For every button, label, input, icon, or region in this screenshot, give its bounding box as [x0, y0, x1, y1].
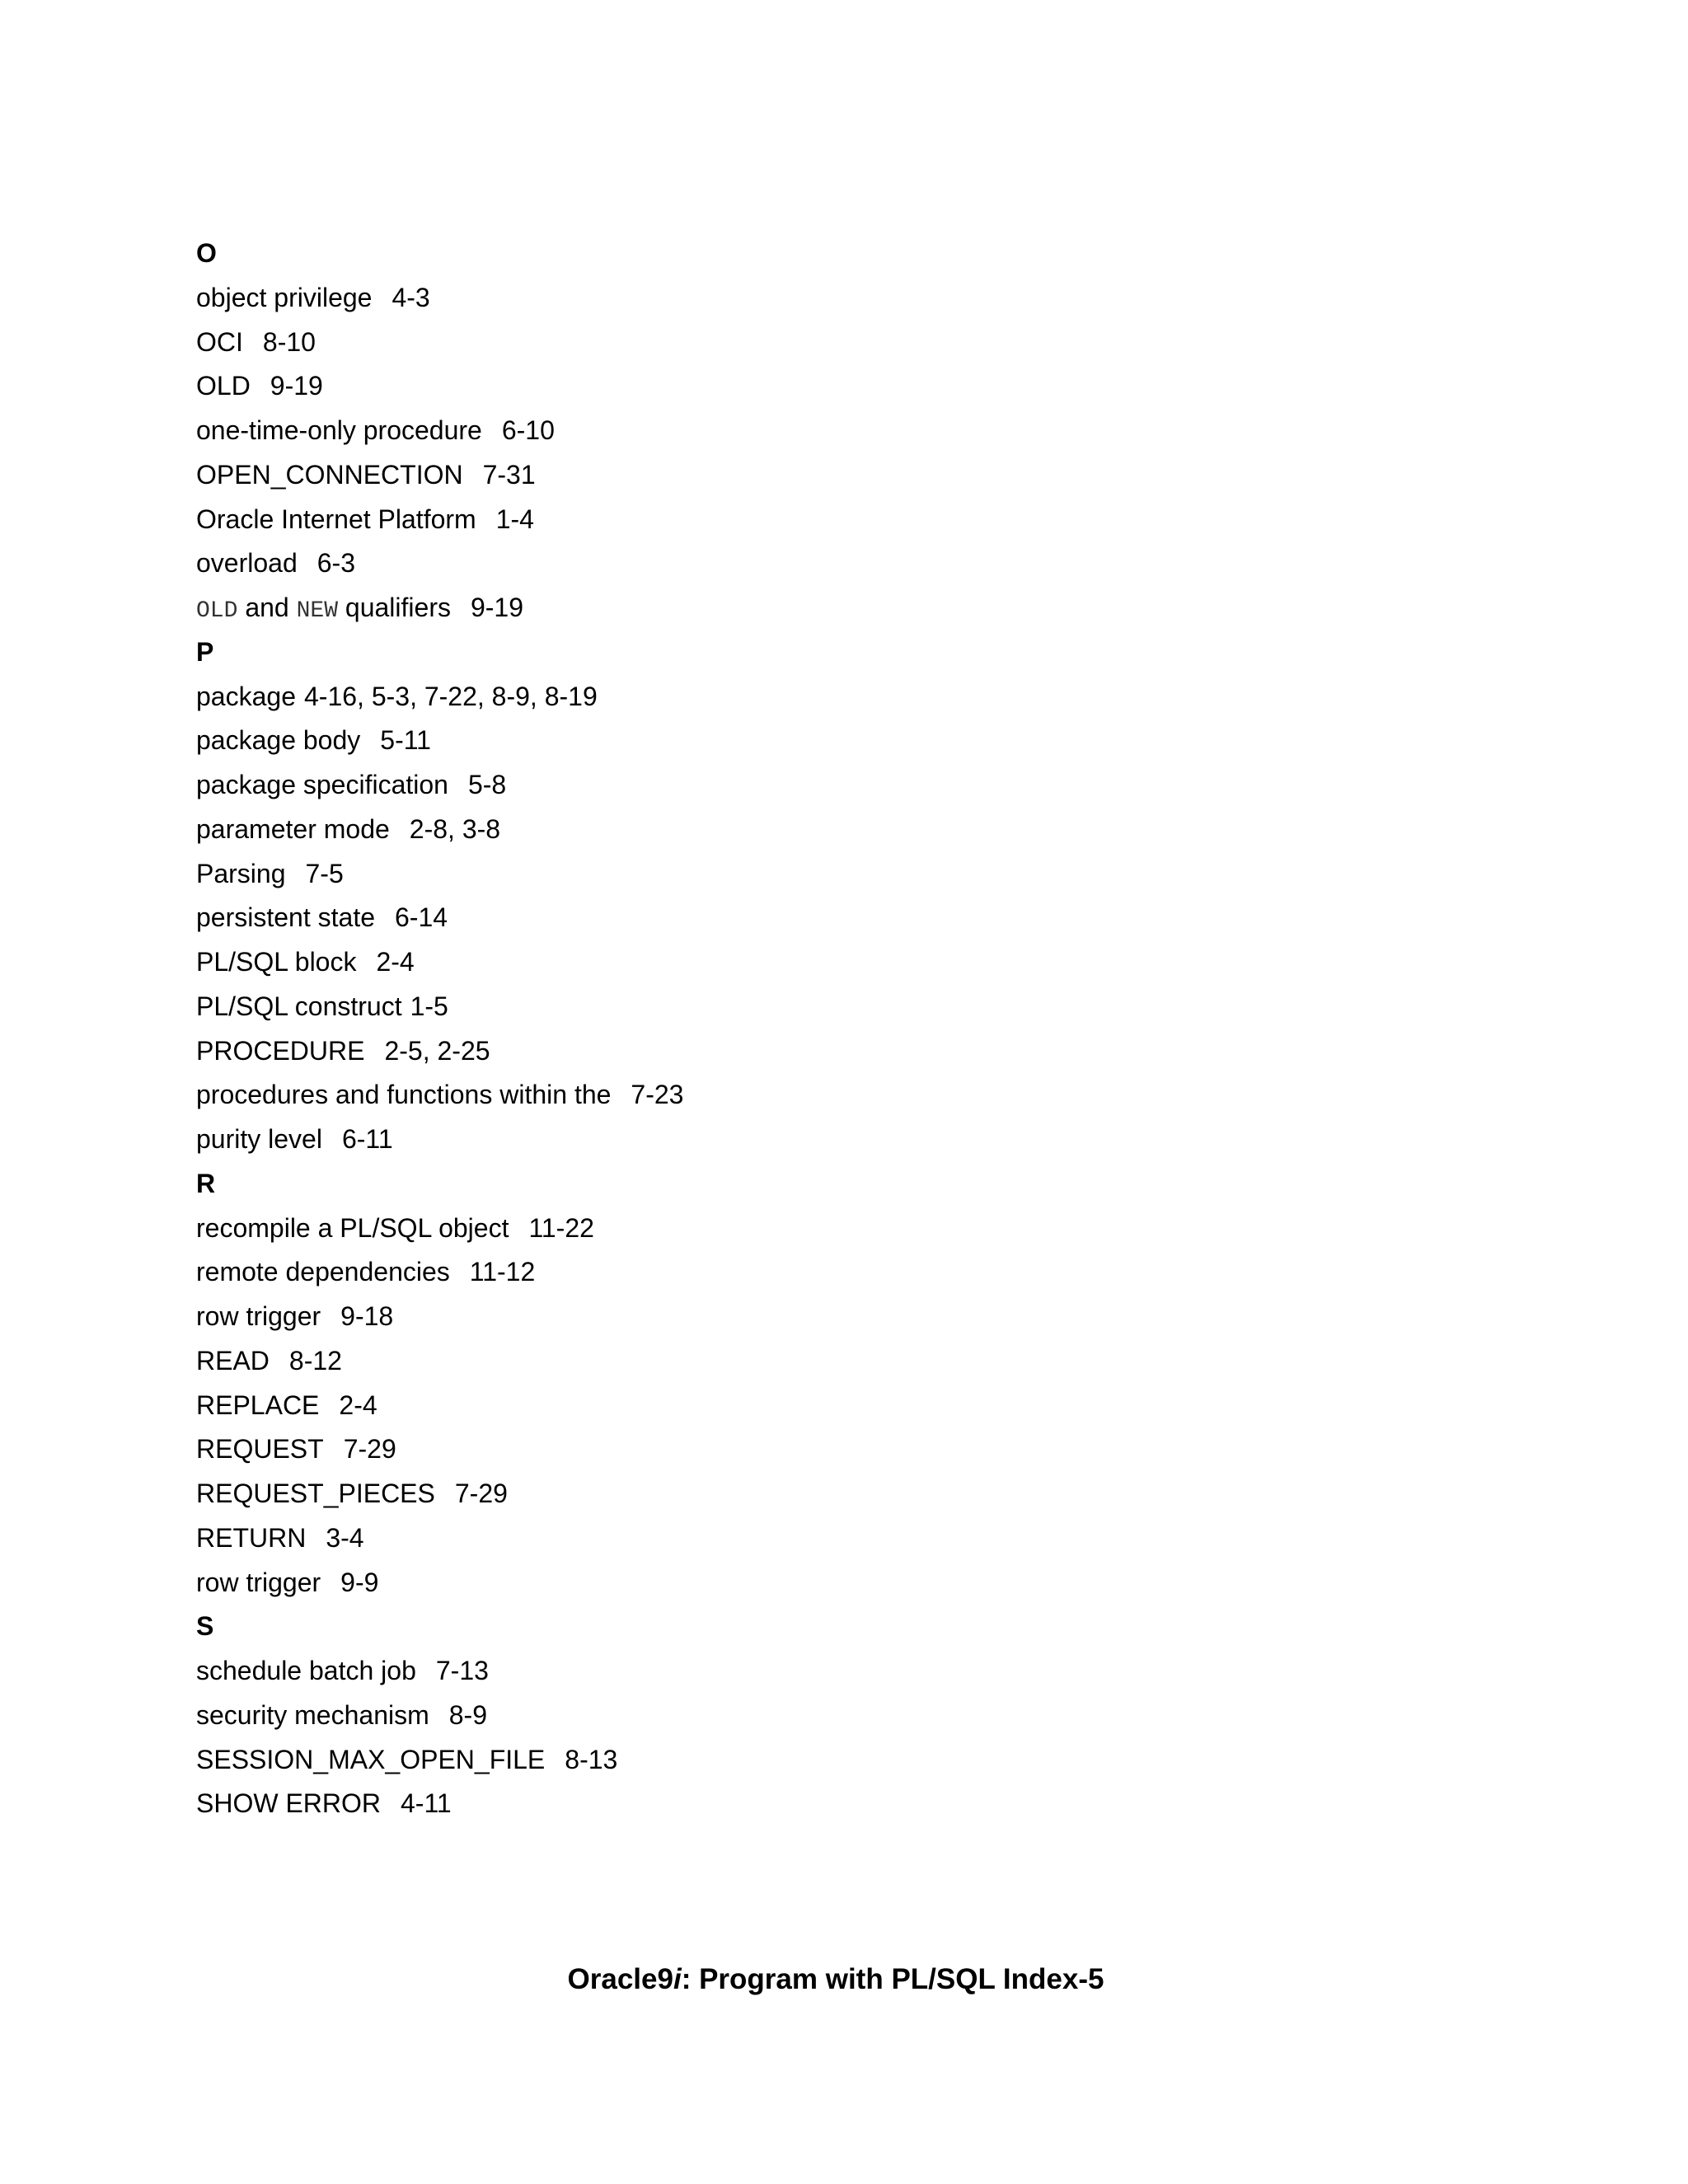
index-entry: [196, 498, 1515, 542]
entry-term-text: and: [237, 593, 297, 622]
entry-term: row trigger: [196, 1567, 321, 1597]
entry-term-code: NEW: [296, 598, 339, 624]
entry-page-ref: 3-4: [326, 1522, 364, 1553]
index-entry: [196, 1118, 1515, 1162]
entry-term: procedures and functions within the: [196, 1080, 612, 1110]
index-entry: [196, 808, 1515, 852]
entry-term: recompile a PL/SQL object: [196, 1212, 509, 1243]
index-entry: [196, 763, 1515, 808]
entry-term: schedule batch job: [196, 1656, 416, 1685]
entry-term-code: OLD: [196, 598, 238, 624]
entry-term-text: qualifiers: [338, 593, 451, 622]
footer-suffix: : Program with PL/SQL Index-5: [681, 1963, 1104, 1995]
index-entry: [196, 1561, 1515, 1605]
entry-page-ref: 8-13: [565, 1744, 618, 1774]
entry-term: one-time-only procedure: [196, 415, 482, 445]
entry-page-ref: 2-4: [339, 1390, 377, 1420]
entry-page-ref: 9-18: [340, 1301, 394, 1331]
entry-term: READ: [196, 1345, 270, 1376]
index-entry: [196, 675, 1515, 719]
entry-term: OCI: [196, 326, 243, 357]
section-letter: O: [196, 238, 217, 268]
entry-page-ref: 6-10: [501, 415, 555, 445]
page-footer: [0, 1963, 1672, 1996]
footer-prefix: Oracle9: [567, 1963, 673, 1995]
entry-page-ref: 9-19: [470, 593, 524, 622]
index-entry: [196, 1207, 1515, 1251]
entry-page-ref: 4-16, 5-3, 7-22, 8-9, 8-19: [303, 681, 598, 711]
entry-page-ref: 6-3: [316, 548, 355, 579]
entry-term: PL/SQL block: [196, 947, 357, 977]
entry-term: RETURN: [196, 1522, 307, 1553]
index-entry: [196, 940, 1515, 985]
entry-term: parameter mode: [196, 813, 390, 844]
entry-term: OPEN_CONNECTION: [196, 459, 463, 490]
entry-term: object privilege: [196, 282, 373, 312]
entry-term: SESSION_MAX_OPEN_FILE: [196, 1744, 546, 1774]
index-entry: [196, 1339, 1515, 1384]
entry-term: SHOW ERROR: [196, 1788, 381, 1819]
entry-page-ref: 7-29: [343, 1434, 396, 1465]
entry-page-ref: 7-29: [454, 1479, 508, 1508]
index-entry: [196, 1694, 1515, 1738]
entry-page-ref: 7-23: [631, 1080, 684, 1110]
index-entry: [196, 276, 1515, 321]
entry-page-ref: 5-11: [380, 725, 431, 756]
entry-term: package: [196, 681, 296, 711]
entry-page-ref: 8-9: [448, 1699, 487, 1730]
entry-term: Parsing: [196, 858, 286, 888]
entry-term: overload: [196, 548, 298, 579]
entry-term: PROCEDURE: [196, 1035, 365, 1066]
entry-term: REQUEST_PIECES: [196, 1479, 435, 1508]
index-entry: [196, 321, 1515, 365]
entry-term: remote dependencies: [196, 1257, 450, 1287]
section-letter: R: [196, 1168, 216, 1198]
section-letter: S: [196, 1611, 214, 1642]
entry-page-ref: 7-31: [482, 459, 536, 490]
index-entry: [196, 1295, 1515, 1339]
entry-page-ref: 9-9: [340, 1567, 379, 1597]
entry-term: persistent state: [196, 902, 375, 933]
entry-page-ref: 2-8, 3-8: [409, 813, 501, 844]
index-entry: [196, 1738, 1515, 1783]
section-letter: P: [196, 636, 214, 667]
entry-page-ref: 11-22: [528, 1212, 594, 1243]
index-entry: [196, 364, 1515, 409]
entry-page-ref: 6-11: [341, 1124, 393, 1154]
index-entry: [196, 1649, 1515, 1694]
index-entry: [196, 1029, 1515, 1074]
entry-term: REPLACE: [196, 1390, 320, 1420]
index-list: [196, 232, 1515, 1826]
entry-term: package specification: [196, 770, 448, 799]
entry-term: OLD: [196, 371, 251, 401]
entry-page-ref: 8-10: [262, 326, 316, 357]
index-entry: [196, 1073, 1515, 1118]
entry-term: purity level: [196, 1124, 322, 1154]
index-entry: [196, 453, 1515, 498]
entry-page-ref: 7-13: [435, 1656, 489, 1685]
entry-page-ref: 11-12: [469, 1257, 536, 1287]
entry-term: security mechanism: [196, 1699, 429, 1730]
entry-term: REQUEST: [196, 1434, 324, 1465]
entry-term: Oracle Internet Platform: [196, 504, 476, 534]
index-entry: [196, 541, 1515, 586]
entry-page-ref: 4-3: [392, 282, 430, 312]
index-entry: [196, 852, 1515, 897]
entry-page-ref: 5-8: [467, 770, 507, 799]
index-entry: [196, 719, 1515, 763]
index-entry: [196, 1782, 1515, 1826]
index-entry: [196, 586, 1515, 630]
index-entry: [196, 1516, 1515, 1561]
entry-page-ref: 4-11: [401, 1788, 452, 1819]
entry-page-ref: 1-4: [495, 504, 534, 534]
index-entry: [196, 1427, 1515, 1472]
entry-page-ref: 9-19: [270, 371, 323, 401]
entry-page-ref: 7-5: [305, 858, 344, 888]
entry-term: package body: [196, 725, 361, 756]
footer-italic: i: [673, 1963, 682, 1995]
entry-page-ref: 2-5, 2-25: [384, 1035, 490, 1066]
index-entry: [196, 409, 1515, 453]
entry-page-ref: 8-12: [288, 1345, 342, 1376]
entry-page-ref: 1-5: [410, 991, 448, 1021]
entry-term: PL/SQL construct: [196, 991, 402, 1021]
index-entry: [196, 1472, 1515, 1516]
index-entry: [196, 1250, 1515, 1295]
entry-term: row trigger: [196, 1301, 321, 1331]
entry-page-ref: 6-14: [395, 902, 448, 933]
entry-page-ref: 2-4: [376, 947, 415, 977]
index-entry: [196, 1384, 1515, 1428]
index-entry: [196, 896, 1515, 940]
index-entry: [196, 985, 1515, 1029]
